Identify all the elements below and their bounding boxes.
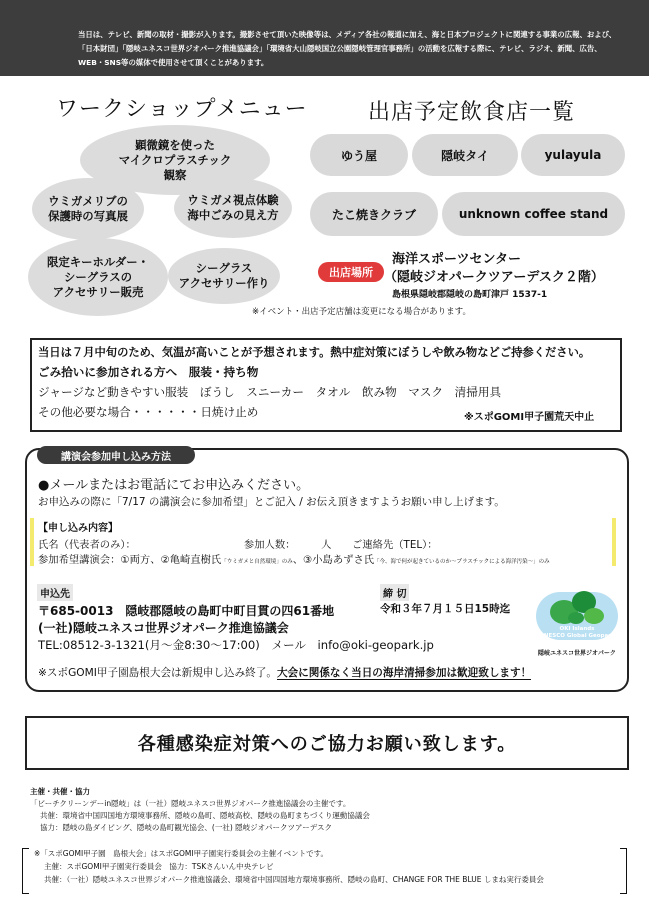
spo-line1: ※「スポGOMI甲子園 島根大会」はスポGOMI甲子園実行委員会の主催イベントです。 (34, 849, 328, 858)
shop-oki-tai: 隠岐タイ (412, 134, 518, 176)
heat-line4: その他必要な場合・・・・・・日焼け止め (38, 405, 259, 419)
deadline-value: 令和３年７月１５日15時迄 (380, 603, 511, 615)
logo-jp: 隠岐ユネスコ世界ジオパーク (538, 650, 616, 657)
media-notice-header (0, 0, 649, 76)
apply-footnote (38, 665, 531, 680)
geopark-logo (534, 578, 620, 660)
form-row1: 氏名（代表者のみ）： 参加人数： 人 ご連絡先（TEL）： (38, 539, 438, 551)
shop-yuuya: ゆう屋 (310, 134, 408, 176)
apply-sub: お申込みの際に「7/17 の講演会に参加希望」とご記入 / お伝え頂きますようお願い申し上げます。 (38, 496, 505, 508)
shop-unknown-coffee: unknown coffee stand (442, 192, 625, 236)
shop-takoyaki-club: たこ焼きクラブ (310, 192, 438, 236)
change-note: ※イベント・出店予定店舗は変更になる場合があります。 (252, 307, 471, 317)
shops-title: 出店予定飲食店一覧 (368, 100, 576, 125)
deadline-label: 締 切 (380, 584, 409, 601)
credits-line2: 共催：環境省中国四国地方環境事務所、隠岐の島町、隠岐高校、隠岐の島町まちづくり運動協議会 (40, 811, 370, 820)
dest-org: (一社)隠岐ユネスコ世界ジオパーク推進協議会 (38, 621, 289, 635)
heat-line1: 当日は７月中旬のため、気温が高いことが予想されます。熱中症対策にぼうしや飲み物などご持参ください。 (38, 346, 591, 359)
workshop-item-seaglass-craft: シーグラス アクセサリー作り (168, 248, 280, 304)
spo-line2: 主催：スポGOMI甲子園実行委員会 協力：TSKさんいん中央テレビ (44, 862, 274, 871)
credits-head: 主催・共催・協力 (30, 787, 90, 796)
dest-contact: TEL:08512-3-1321(月～金8:30～17:00) メール info@oki-geopark.jp (38, 638, 434, 652)
apply-badge: 講演会参加申し込み方法 (37, 446, 195, 464)
workshop-item-photo-exhibit: ウミガメリブの 保護時の写真展 (32, 178, 144, 240)
venue-address: 島根県隠岐郡隠岐の島町津戸 1537-1 (392, 290, 548, 300)
form-row2-small1: 「ウミガメと自然環境」のみ (221, 559, 293, 565)
apply-lead: ●メールまたはお電話にてお申込みください。 (38, 478, 310, 493)
workshop-title: ワークショップメニュー (56, 97, 308, 122)
form-label: 【申し込み内容】 (38, 523, 118, 534)
footnote-a: ※スポGOMI甲子園島根大会は新規申し込み終了。 (38, 667, 277, 679)
bracket-left (22, 848, 29, 894)
logo-en2: UNESCO Global Geopark (539, 633, 615, 639)
workshop-item-turtle-view: ウミガメ視点体験 海中ごみの見え方 (174, 178, 292, 238)
shop-yulayula: yulayula (521, 134, 625, 176)
spo-line3: 共催：（一社）隠岐ユネスコ世界ジオパーク推進協議会、環境省中国四国地方環境事務所、隠岐の島町、CHANGE FOR THE BLUE しまね実行委員会 (44, 875, 544, 884)
venue-tag: 出店場所 (318, 262, 384, 282)
dest-label: 申込先 (37, 584, 73, 601)
form-row2 (38, 551, 550, 566)
footnote-b: 大会に関係なく当日の海岸清掃参加は歓迎致します！ (276, 667, 532, 679)
workshop-item-microscope: 顕微鏡を使った マイクロプラスチック 観察 (80, 125, 270, 195)
dest-address: 〒685-0013 隠岐郡隠岐の島町中町目貫の四61番地 (38, 604, 335, 618)
venue-name: 海洋スポーツセンター (392, 252, 521, 267)
infection-banner: 各種感染症対策へのご協力お願い致します。 (25, 716, 629, 770)
form-left-bar (30, 518, 34, 566)
bracket-right (620, 848, 627, 894)
form-row2-prefix: 参加希望講演会：①両方、②亀崎直樹氏 (38, 554, 222, 566)
media-notice-text: 当日は、テレビ、新聞の取材・撮影が入ります。撮影させて頂いた映像等は、メディア各社の報道に加え、海と日本プロジェクトに関連する事業の広報、および、「日本財団」「隠岐ユネスコ世界ジオパーク推進協議会」「環境省大山隠岐国立公園隠岐管理官事務所」の活動を広報する際に、テレビ、ラジオ、新聞、広告、WEB・SNS等の媒体で使用させて頂くことがあります。 (78, 30, 617, 67)
credits-line3: 協力：隠岐の島ダイビング、隠岐の島町観光協会、(一社) 隠岐ジオパークツアーデスク (40, 823, 332, 832)
heat-line3: ジャージなど動きやすい服装 ぼうし スニーカー タオル 飲み物 マスク 清掃用具 (38, 385, 502, 399)
venue-sub: （隠岐ジオパークツアーデスク２階） (384, 270, 604, 285)
heat-line2: ごみ拾いに参加される方へ 服装・持ち物 (38, 365, 259, 379)
form-row2-mid: 、③小島あずさ氏 (292, 554, 375, 566)
workshop-item-keyholder-sale: 限定キーホルダー・ シーグラスの アクセサリー販売 (28, 238, 168, 316)
credits-line1: 「ビーチクリーンデーin隠岐」は（一社）隠岐ユネスコ世界ジオパーク推進協議会の主催です。 (30, 799, 351, 808)
form-row2-small2: 「今、海で何が起きているのか～プラスチックによる海洋汚染～」のみ (374, 559, 550, 565)
heat-line5: ※スポGOMI甲子園荒天中止 (464, 412, 595, 423)
logo-en1: OKI Islands (559, 626, 595, 632)
form-right-bar (612, 518, 616, 566)
